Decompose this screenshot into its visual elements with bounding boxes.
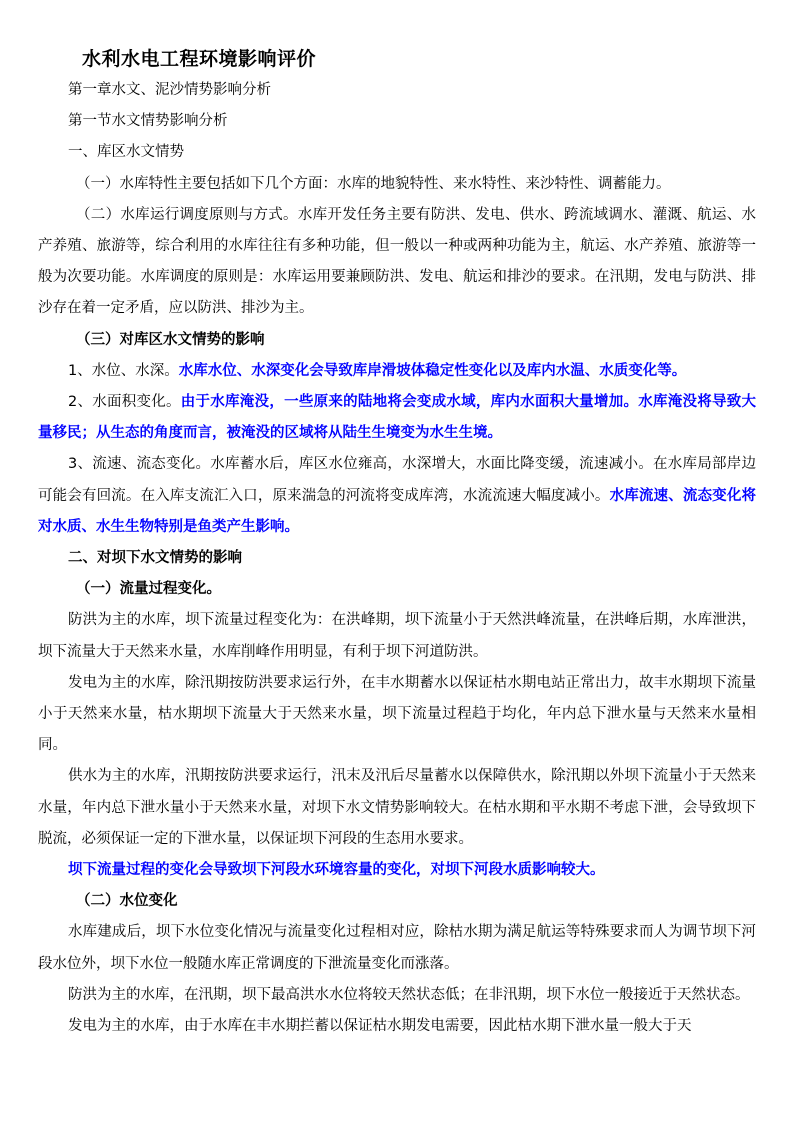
paragraph-flood-level: 防洪为主的水库，在汛期，坝下最高洪水水位将较天然状态低；在非汛期，坝下水位一般接近于天然状态。 <box>68 986 750 1003</box>
item-flow-velocity <box>38 449 756 543</box>
section-heading: 第一节水文情势影响分析 <box>68 113 228 130</box>
document-title: 水利水电工程环境影响评价 <box>82 48 317 70</box>
paragraph-downstream-level: 水库建成后，坝下水位变化情况与流量变化过程相对应，除枯水期为满足航运等特殊要求而人为调节坝下河段水位外，坝下水位一般随水库正常调度的下泄流量变化而涨落。 <box>38 924 756 972</box>
item-flow-velocity-emphasis: 水库流速、流态变化将对水质、水生生物特别是鱼类产生影响。 <box>38 487 756 535</box>
chapter-heading: 第一章水文、泥沙情势影响分析 <box>68 82 271 98</box>
paragraph-flood-control: 防洪为主的水库，坝下流量过程变化为：在洪峰期，坝下流量小于天然洪峰流量，在洪峰后期，水库泄洪，坝下流量大于天然来水量，水库削峰作用明显，有利于坝下河道防洪。 <box>38 612 756 660</box>
item-water-level-label: 1、水位、水深。 <box>68 362 179 379</box>
item-water-area-emphasis: 由于水库淹没，一些原来的陆地将会变成水域，库内水面积大量增加。水库淹没将导致大量移民；从生态的角度而言，被淹没的区域将从陆生生境变为水生生境。 <box>38 394 756 442</box>
part1-heading: 一、库区水文情势 <box>68 144 184 161</box>
paragraph-water-supply: 供水为主的水库，汛期按防洪要求运行，汛末及汛后尽量蓄水以保障供水，除汛期以外坝下流量小于天然来水量，年内总下泄水量小于天然来水量，对坝下水文情势影响较大。在枯水期和平水期不考虑下泄，会导致坝下脱流，必须保证一定的下泄水量，以保证坝下河段的生态用水要求。 <box>38 768 756 847</box>
item-water-area-label: 2、水面积变化。 <box>68 394 181 411</box>
item-water-level <box>38 356 756 387</box>
paragraph-reservoir-features: （一）水库特性主要包括如下几个方面：水库的地貌特性、来水特性、来沙特性、调蓄能力。 <box>76 175 671 192</box>
paragraph-operation-principles: （二）水库运行调度原则与方式。水库开发任务主要有防洪、发电、供水、跨流域调水、灌溉、航运、水产养殖、旅游等，综合利用的水库往往有多种功能，但一般以一种或两种功能为主，航运、水产养殖、旅游等一般为次要功能。水库调度的原则是：水库运用要兼顾防洪、发电、航运和排沙的要求。在汛期，发电与防洪、排沙存在着一定矛盾，应以防洪、排沙为主。 <box>38 206 756 317</box>
item-flow-velocity-text: 3、流速、流态变化。水库蓄水后，库区水位雍高，水深增大，水面比降变缓，流速减小。在水库局部岸边可能会有回流。在入库支流汇入口，原来湍急的河流将变成库湾，水流流速大幅度减小。 <box>38 456 756 504</box>
item-water-area <box>38 387 756 449</box>
item-water-level-emphasis: 水库水位、水深变化会导致库岸滑坡体稳定性变化以及库内水温、水质变化等。 <box>178 362 687 379</box>
paragraph-power-generation: 发电为主的水库，除汛期按防洪要求运行外，在丰水期蓄水以保证枯水期电站正常出力，故丰水期坝下流量小于天然来水量，枯水期坝下流量大于天然来水量，坝下流量过程趋于均化，年内总下泄水量与天然来水量相同。 <box>38 674 756 754</box>
document-page <box>38 44 756 1042</box>
subheading-reservoir-impact: （三）对库区水文情势的影响 <box>76 331 265 348</box>
subheading-water-level: （二）水位变化 <box>76 893 178 910</box>
part2-heading: 二、对坝下水文情势的影响 <box>68 550 242 567</box>
paragraph-flow-emphasis: 坝下流量过程的变化会导致坝下河段水环境容量的变化，对坝下河段水质影响较大。 <box>68 862 605 879</box>
subheading-flow-process: （一）流量过程变化。 <box>76 581 221 598</box>
paragraph-power-level: 发电为主的水库，由于水库在丰水期拦蓄以保证枯水期发电需要，因此枯水期下泄水量一般大于天 <box>68 1018 692 1035</box>
